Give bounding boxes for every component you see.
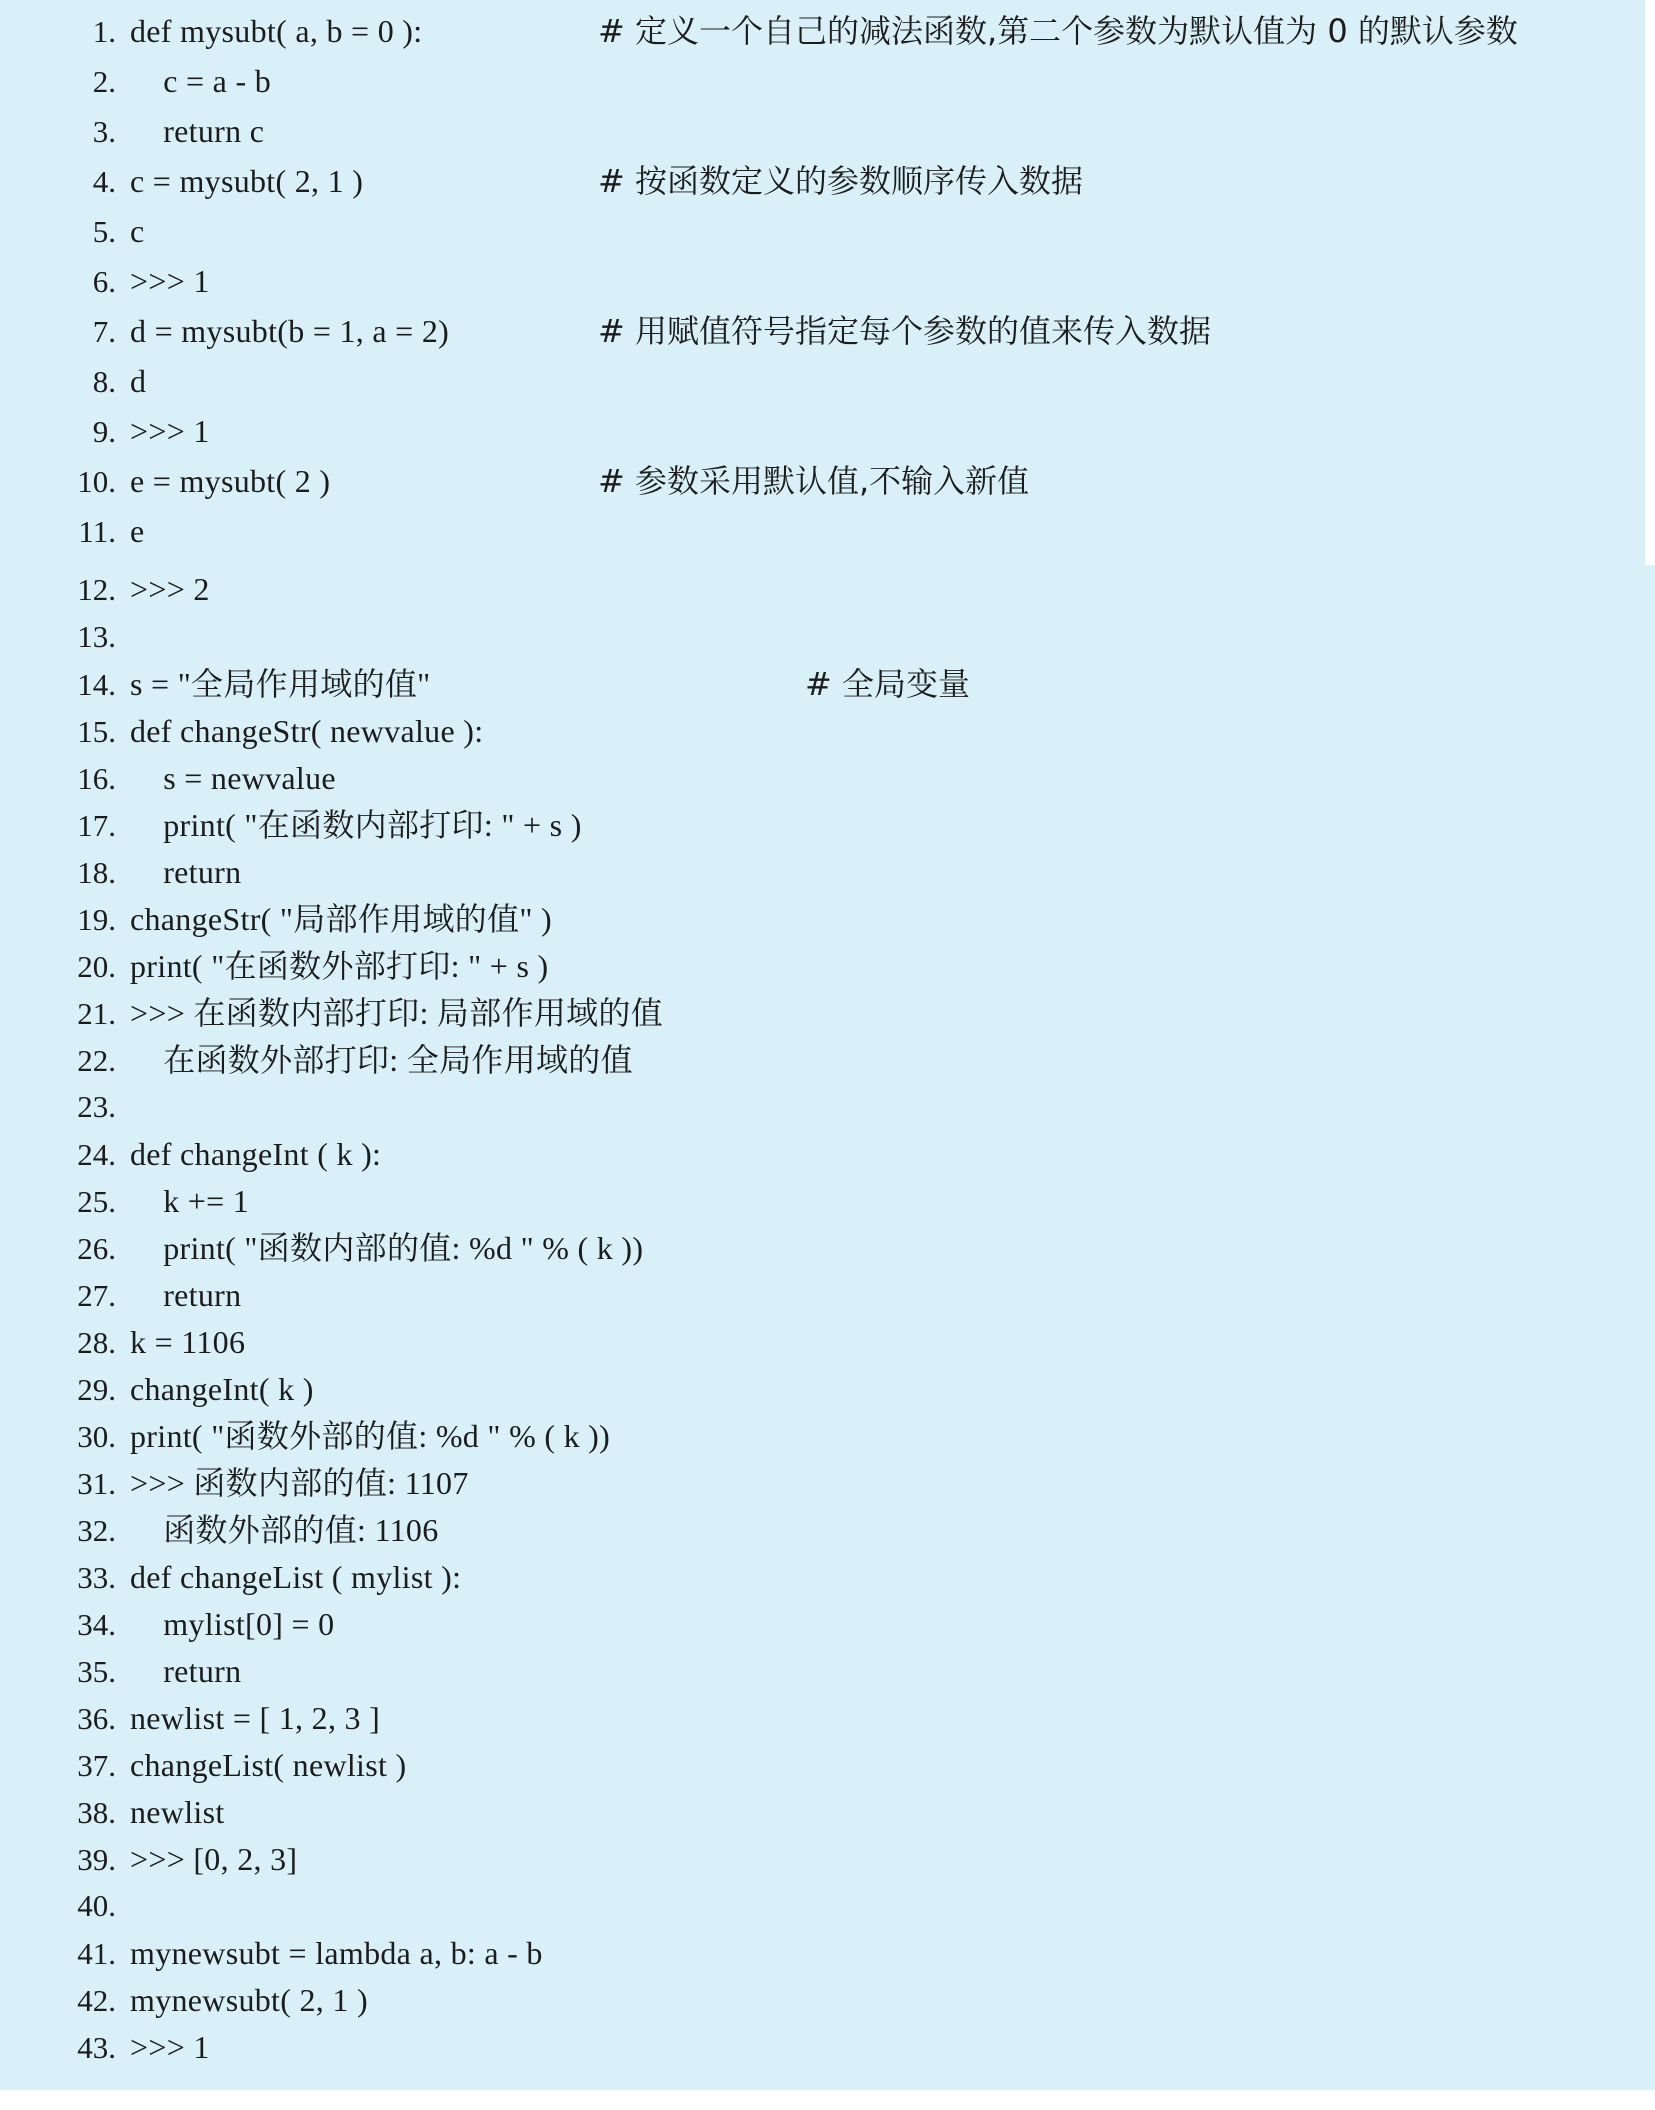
line-code: def changeList ( mylist ):	[130, 1559, 462, 1595]
line-number: 34.	[77, 1607, 116, 1642]
line-number: 39.	[77, 1842, 116, 1877]
line-number: 11.	[78, 514, 116, 549]
line-code: >>> [0, 2, 3]	[130, 1841, 298, 1877]
code-line	[0, 1977, 368, 2023]
code-line	[0, 1178, 249, 1224]
line-code: s = "全局作用域的值"	[130, 666, 431, 702]
line-number: 3.	[92, 114, 116, 149]
line-number: 24.	[77, 1137, 116, 1172]
line-code: changeInt( k )	[130, 1371, 314, 1407]
line-number: 40.	[77, 1888, 116, 1923]
code-line	[0, 108, 264, 154]
line-code: >>> 1	[130, 263, 210, 299]
code-line	[0, 508, 145, 554]
code-line	[0, 458, 1030, 504]
line-number: 22.	[77, 1043, 116, 1078]
code-line	[0, 1648, 241, 1694]
line-code: return	[130, 1653, 242, 1689]
line-code: d = mysubt(b = 1, a = 2)	[130, 313, 450, 349]
line-code: >>> 在函数内部打印: 局部作用域的值	[130, 995, 664, 1031]
code-line	[0, 1601, 334, 1647]
line-number: 7.	[92, 314, 116, 349]
line-code: >>> 1	[130, 2029, 210, 2065]
line-code: mynewsubt = lambda a, b: a - b	[130, 1935, 543, 1971]
code-line	[0, 1554, 461, 1600]
line-comment: # 定义一个自己的减法函数,第二个参数为默认值为 0 的默认参数	[598, 12, 1518, 50]
code-line	[0, 2024, 210, 2070]
code-line	[0, 1413, 610, 1459]
code-line	[0, 1789, 225, 1835]
code-line	[0, 708, 483, 754]
line-code: return	[130, 1277, 242, 1313]
code-line	[0, 208, 145, 254]
line-number: 42.	[77, 1983, 116, 2018]
code-line	[0, 1742, 406, 1788]
line-comment: # 按函数定义的参数顺序传入数据	[598, 162, 1083, 200]
code-line	[0, 661, 970, 707]
line-number: 13.	[77, 619, 116, 654]
code-line	[0, 358, 146, 404]
line-number: 20.	[77, 949, 116, 984]
line-code: print( "函数内部的值: %d " % ( k ))	[130, 1230, 644, 1266]
line-number: 27.	[77, 1278, 116, 1313]
line-number: 18.	[77, 855, 116, 890]
line-code: d	[130, 363, 147, 399]
line-code: newlist	[130, 1794, 225, 1830]
line-number: 23.	[77, 1089, 116, 1124]
code-line	[0, 755, 336, 801]
line-number: 26.	[77, 1231, 116, 1266]
line-number: 37.	[77, 1748, 116, 1783]
line-number: 14.	[77, 667, 116, 702]
code-line	[0, 614, 130, 660]
line-code: c = a - b	[130, 63, 272, 99]
line-code: >>> 2	[130, 571, 210, 607]
line-number: 30.	[77, 1419, 116, 1454]
code-line	[0, 1695, 380, 1741]
line-code: print( "函数外部的值: %d " % ( k ))	[130, 1418, 611, 1454]
line-code: print( "在函数内部打印: " + s )	[130, 807, 582, 843]
code-line	[0, 1272, 241, 1318]
line-code: k += 1	[130, 1183, 250, 1219]
line-number: 32.	[77, 1513, 116, 1548]
line-code: c = mysubt( 2, 1 )	[130, 163, 364, 199]
line-number: 35.	[77, 1654, 116, 1689]
line-number: 17.	[77, 808, 116, 843]
code-line	[0, 1930, 543, 1976]
code-line	[0, 258, 210, 304]
code-line	[0, 802, 582, 848]
line-number: 5.	[92, 214, 116, 249]
code-line	[0, 1836, 297, 1882]
line-code: 函数外部的值: 1106	[130, 1512, 439, 1548]
code-line	[0, 1319, 245, 1365]
line-number: 9.	[92, 414, 116, 449]
line-comment: # 用赋值符号指定每个参数的值来传入数据	[598, 312, 1211, 350]
line-code: 在函数外部打印: 全局作用域的值	[130, 1042, 633, 1078]
line-code: c	[130, 213, 145, 249]
line-number: 2.	[92, 64, 116, 99]
code-line	[0, 1366, 314, 1412]
code-line	[0, 849, 241, 895]
line-number: 43.	[77, 2030, 116, 2065]
line-code: return	[130, 854, 242, 890]
line-code: mynewsubt( 2, 1 )	[130, 1982, 368, 2018]
code-line	[0, 943, 548, 989]
code-line	[0, 58, 271, 104]
code-line	[0, 896, 552, 942]
code-line	[0, 1131, 381, 1177]
line-comment: # 参数采用默认值,不输入新值	[598, 462, 1030, 500]
line-number: 6.	[92, 264, 116, 299]
line-code: changeList( newlist )	[130, 1747, 407, 1783]
code-line	[0, 566, 210, 612]
line-number: 29.	[77, 1372, 116, 1407]
code-line	[0, 308, 1211, 354]
line-number: 8.	[92, 364, 116, 399]
code-line	[0, 158, 1083, 204]
line-code: s = newvalue	[130, 760, 336, 796]
line-number: 36.	[77, 1701, 116, 1736]
panel-notch	[1645, 0, 1655, 565]
line-number: 15.	[77, 714, 116, 749]
line-number: 21.	[77, 996, 116, 1031]
line-code: def changeInt ( k ):	[130, 1136, 382, 1172]
line-code: return c	[130, 113, 265, 149]
line-number: 4.	[92, 164, 116, 199]
code-line	[0, 408, 210, 454]
code-line	[0, 1084, 130, 1130]
line-code: newlist = [ 1, 2, 3 ]	[130, 1700, 381, 1736]
line-number: 1.	[92, 14, 116, 49]
code-line	[0, 1225, 643, 1271]
code-line	[0, 990, 663, 1036]
code-line	[0, 1883, 130, 1929]
line-number: 38.	[77, 1795, 116, 1830]
line-code: mylist[0] = 0	[130, 1606, 335, 1642]
line-number: 12.	[77, 572, 116, 607]
line-number: 19.	[77, 902, 116, 937]
line-number: 25.	[77, 1184, 116, 1219]
line-code: print( "在函数外部打印: " + s )	[130, 948, 549, 984]
code-line	[0, 1037, 633, 1083]
line-number: 16.	[77, 761, 116, 796]
line-number: 31.	[77, 1466, 116, 1501]
line-number: 33.	[77, 1560, 116, 1595]
line-code: e	[130, 513, 145, 549]
line-code: def mysubt( a, b = 0 ):	[130, 13, 423, 49]
line-code: def changeStr( newvalue ):	[130, 713, 484, 749]
line-code: e = mysubt( 2 )	[130, 463, 331, 499]
line-number: 10.	[77, 464, 116, 499]
line-code: >>> 函数内部的值: 1107	[130, 1465, 469, 1501]
code-line	[0, 1507, 439, 1553]
line-code: changeStr( "局部作用域的值" )	[130, 901, 552, 937]
line-number: 41.	[77, 1936, 116, 1971]
code-line	[0, 1460, 469, 1506]
code-line	[0, 8, 1518, 54]
line-code: k = 1106	[130, 1324, 246, 1360]
line-number: 28.	[77, 1325, 116, 1360]
line-comment: # 全局变量	[805, 665, 970, 703]
line-code: >>> 1	[130, 413, 210, 449]
